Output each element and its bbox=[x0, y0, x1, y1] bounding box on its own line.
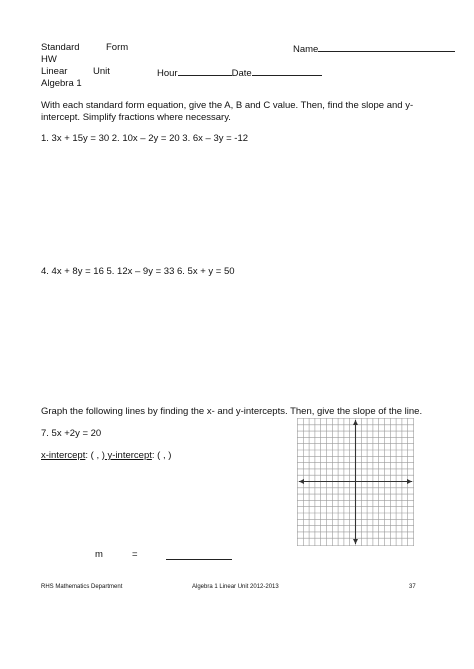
graph-instructions: Graph the following lines by finding the x- and y-intercepts. Then, give the slope of the line. bbox=[41, 406, 423, 417]
footer-department: RHS Mathematics Department bbox=[41, 584, 123, 590]
name-label-text: Name bbox=[293, 44, 319, 55]
hour-date-line bbox=[157, 66, 322, 79]
name-blank[interactable] bbox=[318, 42, 455, 52]
standard-label: Standard bbox=[41, 42, 80, 53]
y-intercept-label: y-intercept bbox=[104, 450, 152, 461]
problems-row-1: 1. 3x + 15y = 30 2. 10x – 2y = 20 3. 6x – 3y = -12 bbox=[41, 133, 249, 144]
x-intercept-label: x-intercept bbox=[41, 450, 86, 461]
footer-page-number: 37 bbox=[409, 584, 416, 590]
problems-row-2: 4. 4x + 8y = 16 5. 12x – 9y = 33 6. 5x + y = 50 bbox=[41, 266, 235, 277]
intercepts-line bbox=[41, 450, 171, 461]
footer-unit: Algebra 1 Linear Unit 2012-2013 bbox=[192, 584, 279, 590]
linear-label: Linear bbox=[41, 66, 68, 77]
hour-label: Hour bbox=[157, 68, 178, 79]
x-intercept-blank[interactable]: : ( , ) bbox=[85, 450, 105, 461]
date-blank[interactable] bbox=[252, 66, 322, 76]
x-axis-arrow-left-icon bbox=[299, 479, 304, 484]
coordinate-grid-svg bbox=[297, 418, 414, 546]
name-label bbox=[293, 42, 455, 55]
form-label: Form bbox=[106, 42, 129, 53]
problem-7-equation: 7. 5x +2y = 20 bbox=[41, 428, 102, 439]
y-axis-arrow-down-icon bbox=[353, 539, 358, 544]
date-label: Date bbox=[231, 68, 252, 79]
instructions-line-1: With each standard form equation, give the A, B and C value. Then, find the slope and y- bbox=[41, 100, 414, 111]
y-axis-arrow-up-icon bbox=[353, 420, 358, 425]
x-axis-arrow-right-icon bbox=[407, 479, 412, 484]
slope-blank[interactable] bbox=[166, 550, 232, 560]
slope-label: m bbox=[95, 549, 103, 560]
slope-equals: = bbox=[132, 549, 138, 560]
hw-label: HW bbox=[41, 54, 57, 65]
algebra-label: Algebra 1 bbox=[41, 78, 82, 89]
instructions-line-2: intercept. Simplify fractions where necessary. bbox=[41, 112, 231, 123]
coordinate-grid[interactable] bbox=[297, 418, 414, 546]
unit-label: Unit bbox=[93, 66, 110, 77]
hour-blank[interactable] bbox=[178, 66, 232, 76]
y-intercept-blank[interactable]: : ( , ) bbox=[151, 450, 172, 461]
